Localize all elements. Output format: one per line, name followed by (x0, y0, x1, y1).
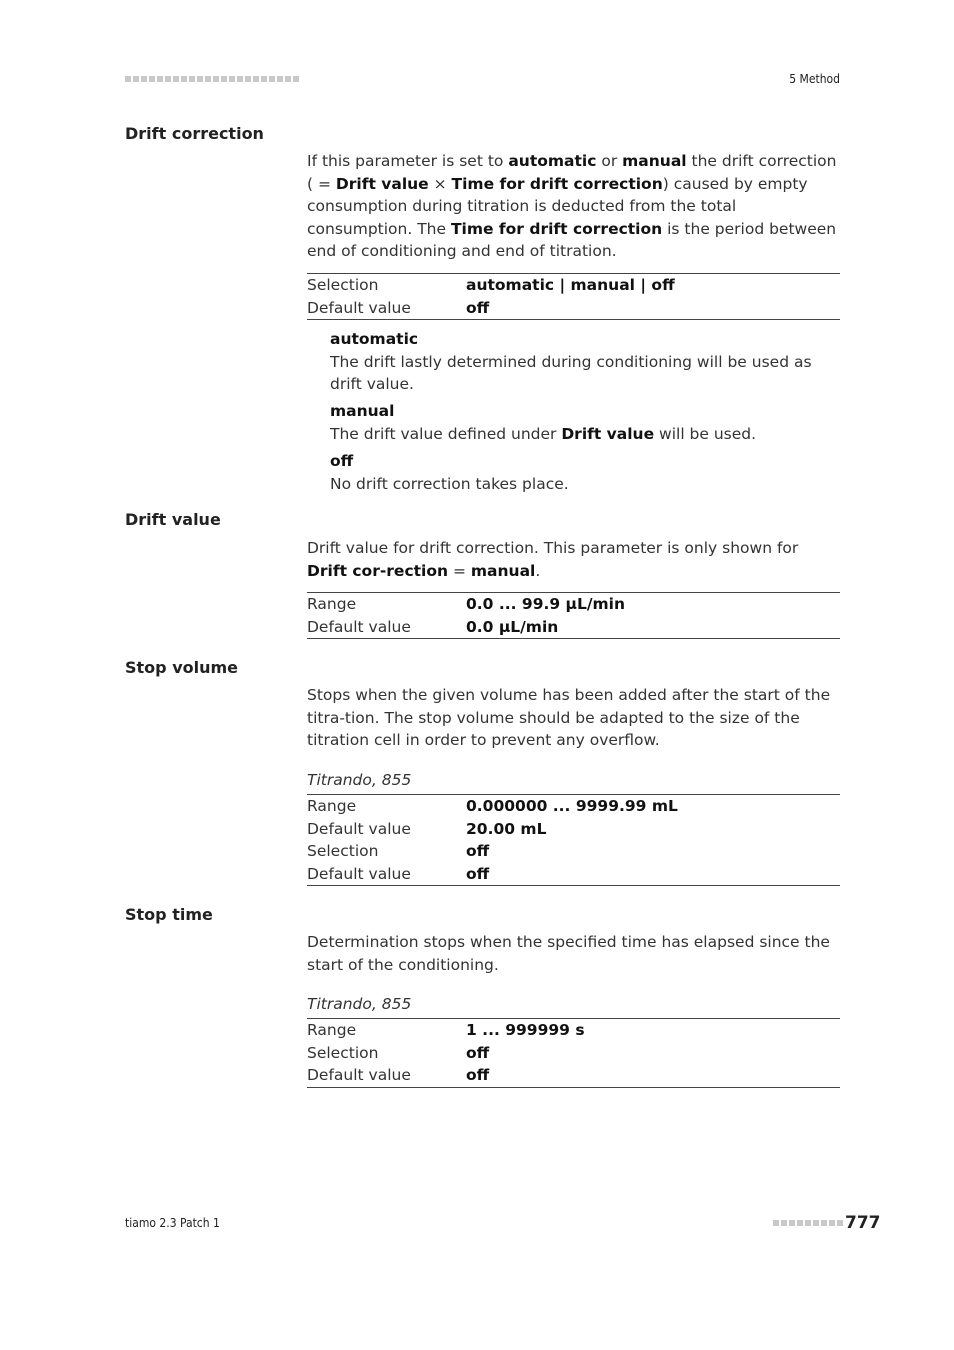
stop-time-table (307, 1018, 840, 1088)
page-number: 777 (845, 1213, 881, 1233)
stop-time-caption: Titrando, 855 (307, 995, 412, 1013)
table-row: Selection off (307, 1043, 490, 1062)
stop-volume-table (307, 794, 840, 886)
header-decoration (125, 76, 299, 82)
section-title-stop-time: Stop time (125, 905, 213, 924)
section-title-drift-correction: Drift correction (125, 124, 264, 143)
table-row: Selection off (307, 842, 490, 860)
table-row: Default value off (307, 864, 490, 883)
drift-value-description: Drift value for drift correction. This parameter is only shown for Drift cor-rection = manual. (307, 539, 799, 580)
drift-correction-table (307, 273, 840, 320)
table-row: Default value 0.0 µL/min (307, 617, 559, 636)
table-row: Default value off (307, 298, 490, 317)
table-row: Default value off (307, 1066, 490, 1084)
table-row: Range 0.000000 ... 9999.99 mL (307, 797, 678, 815)
table-row: Range 1 ... 999999 s (307, 1021, 585, 1039)
drift-correction-description: If this parameter is set to automatic or manual the drift correction ( = Drift value × Time for drift correction) caused by empty consumption during titration is deducted from the total consumption. The Time for drift correction is the period between end of conditioning and end of titration. (307, 152, 837, 260)
chapter-header: 5 Method (789, 72, 840, 86)
option-automatic: automatic The drift lastly determined during conditioning will be used as drift value. (330, 330, 812, 393)
table-row: Selection automatic | manual | off (307, 276, 675, 294)
section-title-stop-volume: Stop volume (125, 658, 239, 677)
section-title-drift-value: Drift value (125, 510, 221, 529)
table-row: Default value 20.00 mL (307, 819, 547, 838)
footer-product: tiamo 2.3 Patch 1 (125, 1216, 220, 1230)
stop-volume-caption: Titrando, 855 (307, 771, 412, 789)
table-row: Range 0.0 ... 99.9 µL/min (307, 595, 625, 613)
stop-volume-description: Stops when the given volume has been added after the start of the titra-tion. The stop volume should be adapted to the size of the titration cell in order to prevent any overflow. (307, 686, 831, 749)
option-off: off No drift correction takes place. (330, 452, 569, 493)
stop-time-description: Determination stops when the specified time has elapsed since the start of the conditioning. (307, 933, 830, 974)
footer-decoration (773, 1220, 843, 1226)
option-manual: manual The drift value defined under Drift value will be used. (330, 402, 757, 443)
drift-value-table (307, 592, 840, 639)
